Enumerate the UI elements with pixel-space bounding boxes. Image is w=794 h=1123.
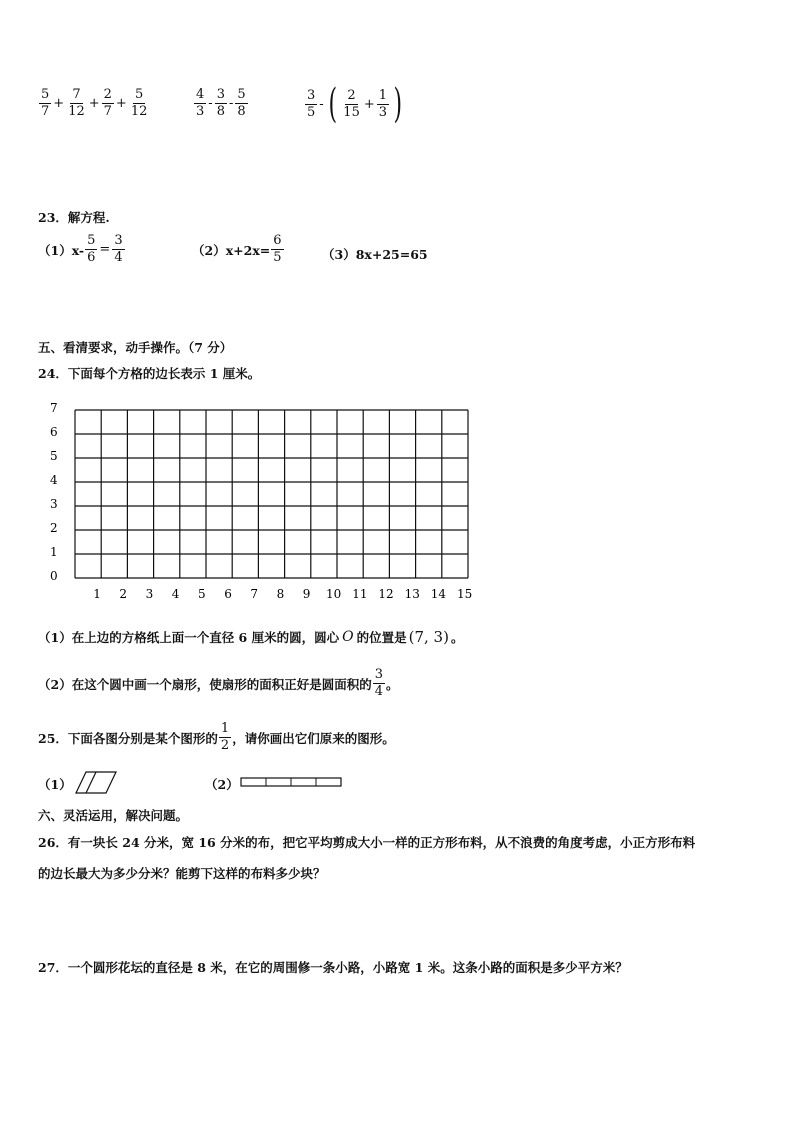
x-axis-label: 15 (457, 587, 473, 601)
x-axis-label: 9 (302, 587, 311, 601)
q25-title-a: 25．下面各图分别是某个图形的 (38, 730, 218, 746)
q24-sub1-end: 。 (450, 630, 464, 645)
section-6-heading: 六、灵活运用，解决问题。 (38, 808, 189, 823)
operator: + (53, 96, 65, 111)
x-axis-label: 6 (224, 587, 232, 601)
y-axis-label: 7 (50, 401, 58, 415)
fraction: $\frac{2}{15}$ (343, 87, 360, 120)
operator: - (208, 96, 213, 111)
q25-title-b: ，请你画出它们原来的图形。 (232, 730, 395, 746)
parenthesis: ( (328, 81, 337, 127)
sector-fraction: $\frac{3}{4}$ (374, 667, 383, 699)
eq2-fraction: $\frac{6}{5}$ (273, 233, 282, 265)
q24-sub2-end: 。 (385, 676, 399, 692)
q24-sub2-text: （2）在这个圆中画一个扇形，使扇形的面积正好是圆面积的 (38, 676, 372, 692)
q25-label-1: （1） (38, 777, 72, 792)
center-coordinate: (7, 3) (408, 628, 449, 646)
x-axis-label: 8 (276, 587, 285, 601)
q23-equation-3: （3）8x+25=65 (322, 247, 428, 262)
y-axis-label: 6 (50, 425, 58, 439)
operator: - (228, 96, 234, 111)
parenthesis: ) (393, 81, 403, 127)
q27: 27．一个圆形花坛的直径是 8 米，在它的周围修一条小路，小路宽 1 米。这条小路的面积是多少平方米？ (38, 960, 628, 975)
expression-1 (38, 88, 150, 119)
section-5-heading: 五、看清要求，动手操作。（7 分） (38, 340, 233, 355)
operator: + (88, 96, 100, 111)
q26-line-1: 26．有一块长 24 分米，宽 16 分米的布，把它平均剪成大小一样的正方形布料，从不浪费的角度考虑，小正方形布料 (38, 835, 696, 850)
y-axis-label: 1 (50, 545, 58, 559)
y-axis-label: 2 (50, 521, 58, 535)
q25-title (38, 722, 395, 753)
fraction: $\frac{4}{3}$ (196, 87, 205, 119)
eq1-equals: = (99, 242, 111, 257)
eq1-fraction-2: $\frac{3}{4}$ (114, 233, 123, 265)
eq1-prefix: （1）x- (38, 242, 85, 258)
q26-line-2: 的边长最大为多少分米？能剪下这样的布料多少块？ (38, 866, 326, 881)
q24-sub2 (38, 668, 399, 699)
q25-label-2: （2） (205, 777, 239, 792)
x-axis-label: 12 (378, 587, 394, 601)
q25-fraction: $\frac{1}{2}$ (220, 721, 230, 753)
operator: - (319, 96, 324, 112)
q23-title: 23．解方程. (38, 210, 110, 225)
expression-3 (304, 81, 406, 127)
x-axis-label: 5 (198, 587, 206, 601)
segmented-rectangle-figure (240, 777, 344, 789)
operator: + (115, 96, 127, 111)
operator: + (363, 96, 375, 112)
x-axis-label: 2 (119, 587, 128, 601)
fraction: $\frac{2}{7}$ (103, 87, 112, 119)
x-axis-label: 10 (326, 587, 342, 601)
q24-title: 24．下面每个方格的边长表示 1 厘米。 (38, 366, 261, 381)
q23-equation-2 (192, 234, 285, 265)
x-axis-label: 11 (352, 587, 368, 601)
x-axis-label: 14 (430, 587, 447, 601)
x-axis-label: 1 (93, 587, 101, 601)
fraction: $\frac{5}{8}$ (237, 87, 246, 119)
fraction: $\frac{5}{7}$ (41, 87, 50, 119)
y-axis-label: 0 (50, 569, 58, 583)
eq2-prefix: （2）x+2x= (192, 242, 271, 258)
coordinate-grid (40, 400, 490, 605)
expression-2 (193, 88, 249, 119)
q24-sub1-text: （1）在上边的方格纸上面一个直径 6 厘米的圆，圆心 (38, 630, 340, 645)
x-axis-label: 4 (171, 587, 180, 601)
fraction: $\frac{1}{3}$ (378, 87, 388, 120)
x-axis-label: 3 (145, 587, 154, 601)
center-o-symbol: O (342, 629, 354, 645)
x-axis-label: 7 (250, 587, 259, 601)
y-axis-label: 3 (50, 497, 58, 511)
eq1-fraction-1: $\frac{5}{6}$ (87, 233, 96, 265)
x-axis-label: 13 (404, 587, 420, 601)
y-axis-label: 5 (50, 449, 58, 463)
q24-sub1 (38, 628, 463, 646)
fraction: $\frac{5}{12}$ (130, 87, 148, 119)
parallelogram-figure (74, 771, 118, 795)
q24-sub1-mid: 的位置是 (356, 630, 407, 645)
fraction: $\frac{3}{5}$ (307, 87, 316, 120)
y-axis-label: 4 (50, 473, 58, 487)
fraction: $\frac{7}{12}$ (68, 87, 85, 119)
fraction: $\frac{3}{8}$ (216, 87, 225, 119)
q23-equation-1 (38, 234, 126, 265)
